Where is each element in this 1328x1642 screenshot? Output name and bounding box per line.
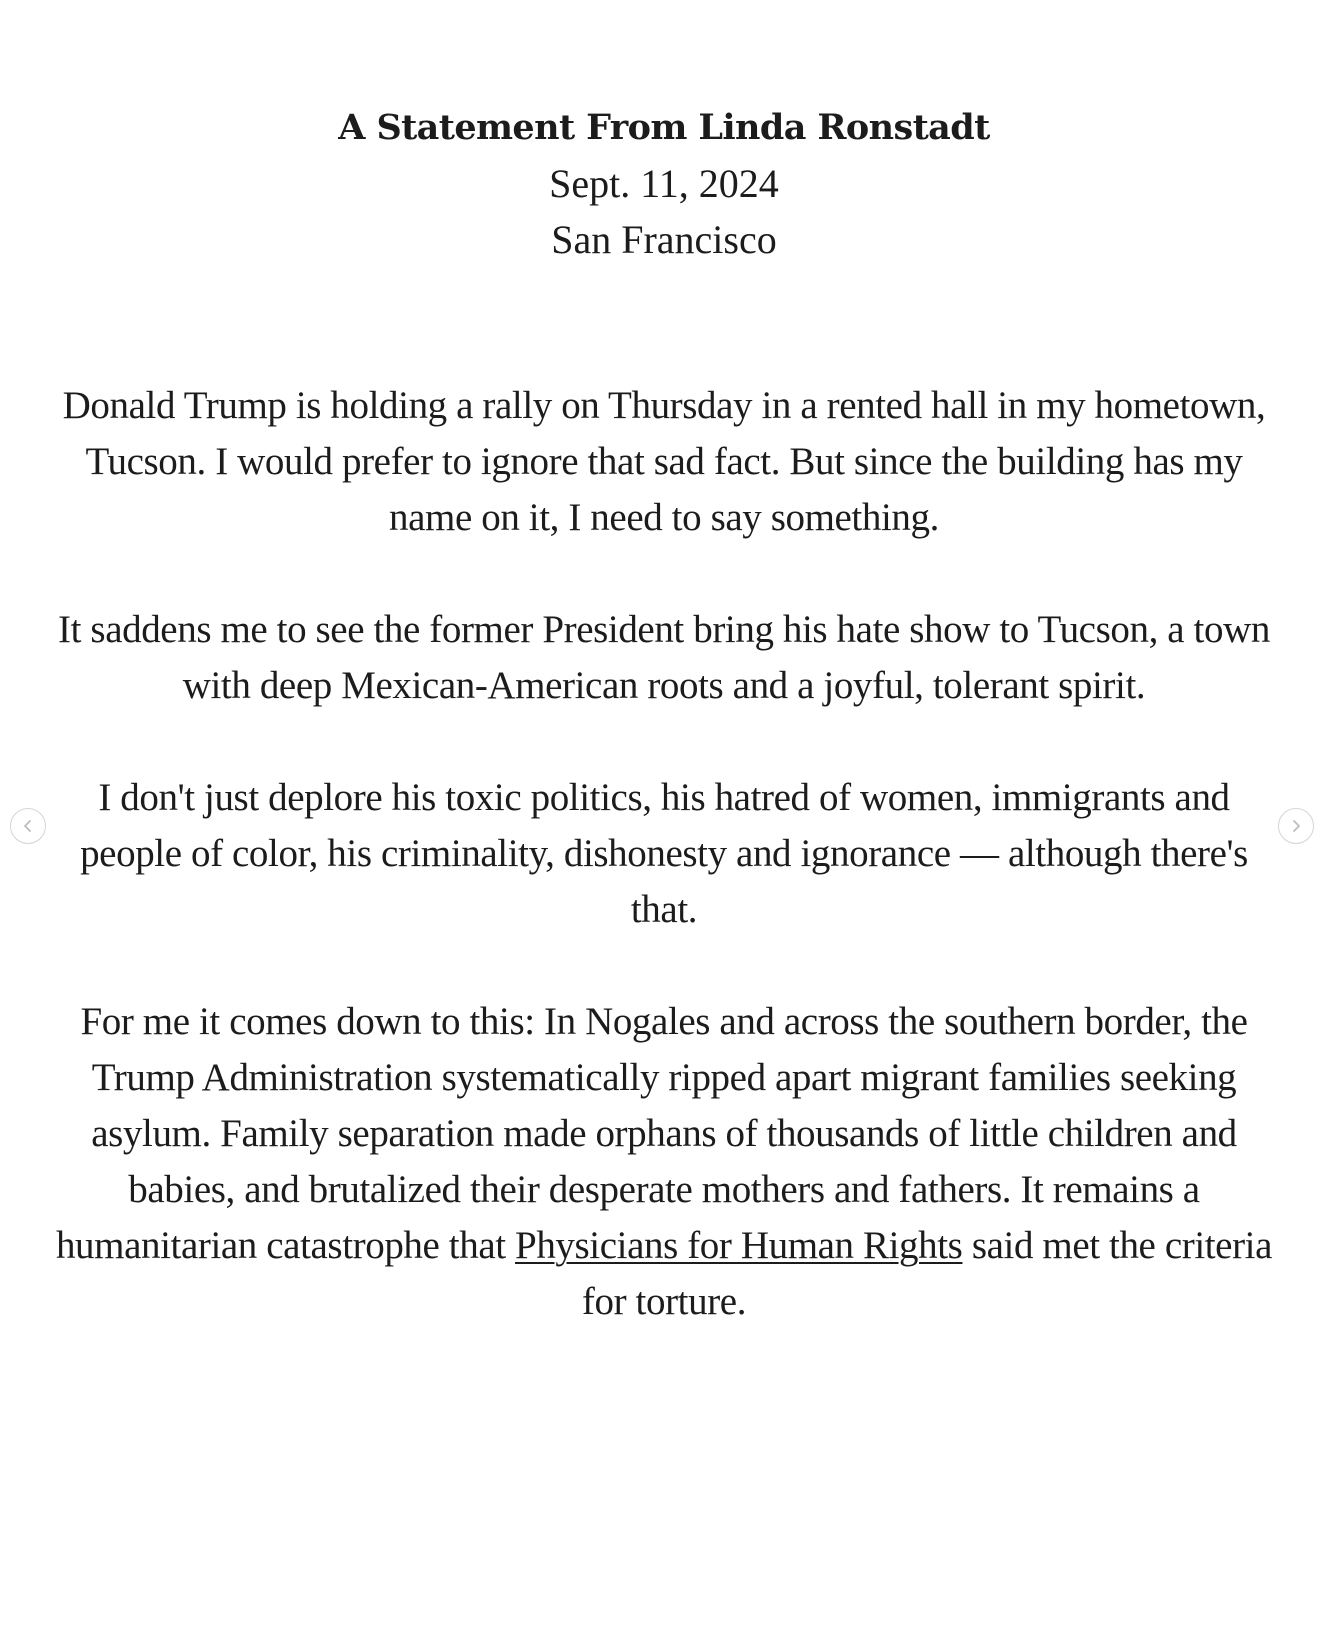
paragraph-2: It saddens me to see the former President bring his hate show to Tucson, a town with deep Mexican-American roots and a joyful, tolerant spirit. xyxy=(58,608,1270,707)
carousel-previous-button[interactable] xyxy=(10,808,46,844)
statement-header xyxy=(0,100,1328,268)
carousel-next-button[interactable] xyxy=(1278,808,1314,844)
statement-title: A Statement From Linda Ronstadt xyxy=(338,107,990,148)
chevron-left-icon xyxy=(21,819,35,833)
paragraph-1: Donald Trump is holding a rally on Thursday in a rented hall in my hometown, Tucson. I would prefer to ignore that sad fact. But since the building has my name on it, I need to say something. xyxy=(62,384,1266,539)
statement-body xyxy=(45,378,1283,1386)
chevron-right-icon xyxy=(1289,819,1303,833)
statement-date: Sept. 11, 2024 xyxy=(549,161,779,206)
paragraph-3: I don't just deplore his toxic politics, his hatred of women, immigrants and people of color, his criminality, dishonesty and ignorance — although there's that. xyxy=(80,776,1248,931)
paragraph-4-text-before: For me it comes down to this: In Nogales and across the southern border, the Trump Administration systematically ripped apart migrant families seeking asylum. Family separation made orphans of thousands of little children and babies, and brutalized their desperate mothers and fathers. It remains a humanitarian catastrophe that xyxy=(55,1000,1248,1267)
paragraph-4 xyxy=(45,994,1283,1330)
statement-location: San Francisco xyxy=(551,217,777,262)
paragraph-4-text-after: said met the criteria for torture. xyxy=(581,1224,1273,1323)
physicians-for-human-rights-link[interactable]: Physicians for Human Rights xyxy=(515,1224,963,1267)
